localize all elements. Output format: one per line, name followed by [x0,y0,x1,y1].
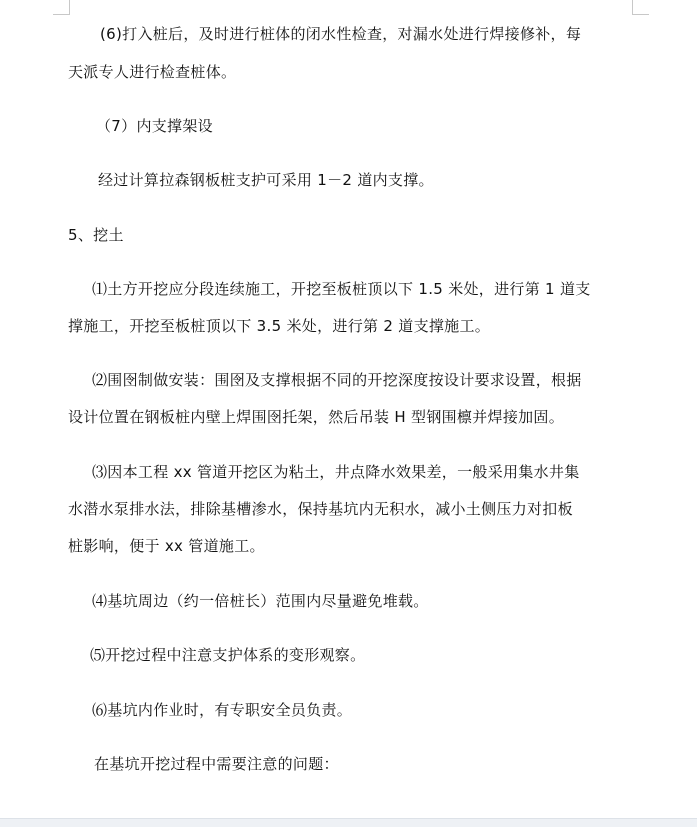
closing-paragraph: 在基坑开挖过程中需要注意的问题： [94,755,339,773]
item-2-line-1: ⑵围囹制做安装：围囹及支撑根据不同的开挖深度按设计要求设置，根据 [92,371,582,389]
paragraph-support: 经过计算拉森钢板桩支护可采用 1－2 道内支撑。 [98,171,434,189]
page-corner-mark-left [53,0,70,15]
heading-7: （7）内支撑架设 [96,117,213,135]
item-3-line-1: ⑶因本工程 xx 管道开挖区为粘土，井点降水效果差，一般采用集水井集 [92,463,580,481]
item-1-line-2: 撑施工，开挖至板桩顶以下 3.5 米处，进行第 2 道支撑施工。 [68,317,491,335]
paragraph-6-line-1: (6)打入桩后，及时进行桩体的闭水性检查，对漏水处进行焊接修补，每 [100,25,582,43]
item-5: ⑸开挖过程中注意支护体系的变形观察。 [90,646,366,664]
item-3-line-2: 水潜水泵排水法，排除基槽渗水，保持基坑内无积水，减小土侧压力对扣板 [68,500,573,518]
item-3-line-3: 桩影响，便于 xx 管道施工。 [68,537,265,555]
page-corner-mark-right [632,0,649,15]
item-4: ⑷基坑周边（约一倍桩长）范围内尽量避免堆载。 [92,592,429,610]
item-6: ⑹基坑内作业时，有专职安全员负责。 [92,701,353,719]
item-1-line-1: ⑴土方开挖应分段连续施工，开挖至板桩顶以下 1.5 米处，进行第 1 道支 [92,280,591,298]
section-heading-5: 5、挖土 [68,226,124,244]
item-2-line-2: 设计位置在钢板桩内壁上焊围囹托架，然后吊装 H 型钢围檩并焊接加固。 [68,408,565,426]
paragraph-6-line-2: 天派专人进行检查桩体。 [68,63,237,81]
